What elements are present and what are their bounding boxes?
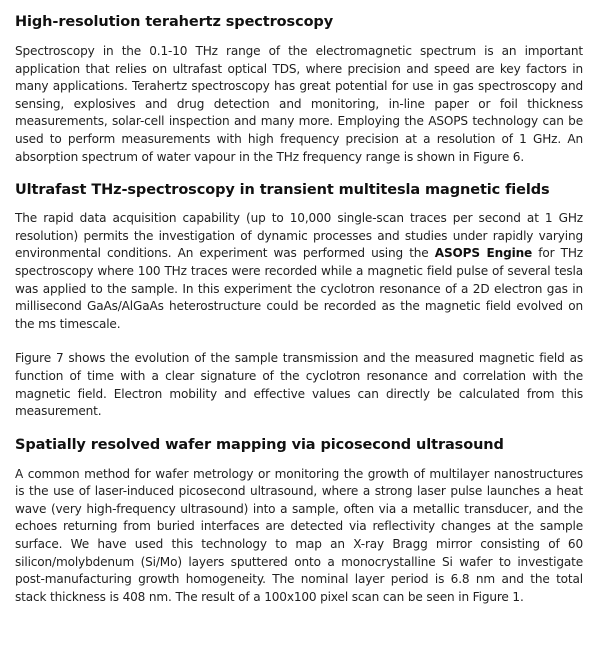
section-magnetic-fields (15, 180, 583, 421)
section-wafer-mapping (15, 435, 583, 607)
section-thz-spectroscopy (15, 12, 583, 166)
body-paragraph: Spectroscopy in the 0.1-10 THz range of the electromagnetic spectrum is an important application that relies on ultrafast optical TDS, where precision and speed are key factors in many applications. Terahertz spectroscopy has great potential for use in gas spectroscopy and sensing, explosives and drug detection and monitoring, in-line paper or foil thickness measurements, solar-cell inspection and many more. Employing the ASOPS technology can be used to perform measurements with high frequency precision at a resolution of 1 GHz. An absorption spectrum of water vapour in the THz frequency range is shown in Figure 6. (15, 44, 583, 164)
body-paragraph (15, 210, 583, 333)
document-page (15, 12, 583, 606)
body-paragraph: Figure 7 shows the evolution of the sample transmission and the measured magnetic field as function of time with a clear signature of the cyclotron resonance and correlation with the magnetic field. Electron mobility and effective values can directly be calculated from this measurement. (15, 351, 583, 419)
product-name-emphasis: ASOPS Engine (434, 246, 533, 261)
body-paragraph: A common method for wafer metrology or monitoring the growth of multilayer nanostructures is the use of laser-induced picosecond ultrasound, where a strong laser pulse launches a heat wave (very high-frequency ultrasound) into a sample, often via a metallic transducer, and the echoes returning from buried interfaces are detected via reflectivity changes at the sample surface. We have used this technology to map an X-ray Bragg mirror consisting of 60 silicon/molybdenum (Si/Mo) layers sputtered onto a monocrystalline Si wafer to investigate post-manufacturing growth homogeneity. The nominal layer period is 6.8 nm and the total stack thickness is 408 nm. The result of a 100x100 pixel scan can be seen in Figure 1. (15, 466, 583, 604)
paragraph-text: for THz spectroscopy where 100 THz traces were recorded while a magnetic field pulse of several tesla was applied to the sample. In this experiment the cyclotron resonance of a 2D electron gas in millisecond GaAs/AlGaAs heterostructure could be recorded as the magnetic field evolved on the ms timescale. (15, 246, 584, 331)
section-heading: High-resolution terahertz spectroscopy (15, 14, 334, 30)
paragraph-text: The rapid data acquisition capability (up to 10,000 single-scan traces per second at 1 GHz resolution) permits the investigation of dynamic processes and studies under rapidly varying environmental conditions. An experiment was performed using the (15, 211, 583, 261)
section-heading: Ultrafast THz-spectroscopy in transient multitesla magnetic fields (15, 182, 550, 199)
section-heading: Spatially resolved wafer mapping via picosecond ultrasound (15, 436, 504, 453)
